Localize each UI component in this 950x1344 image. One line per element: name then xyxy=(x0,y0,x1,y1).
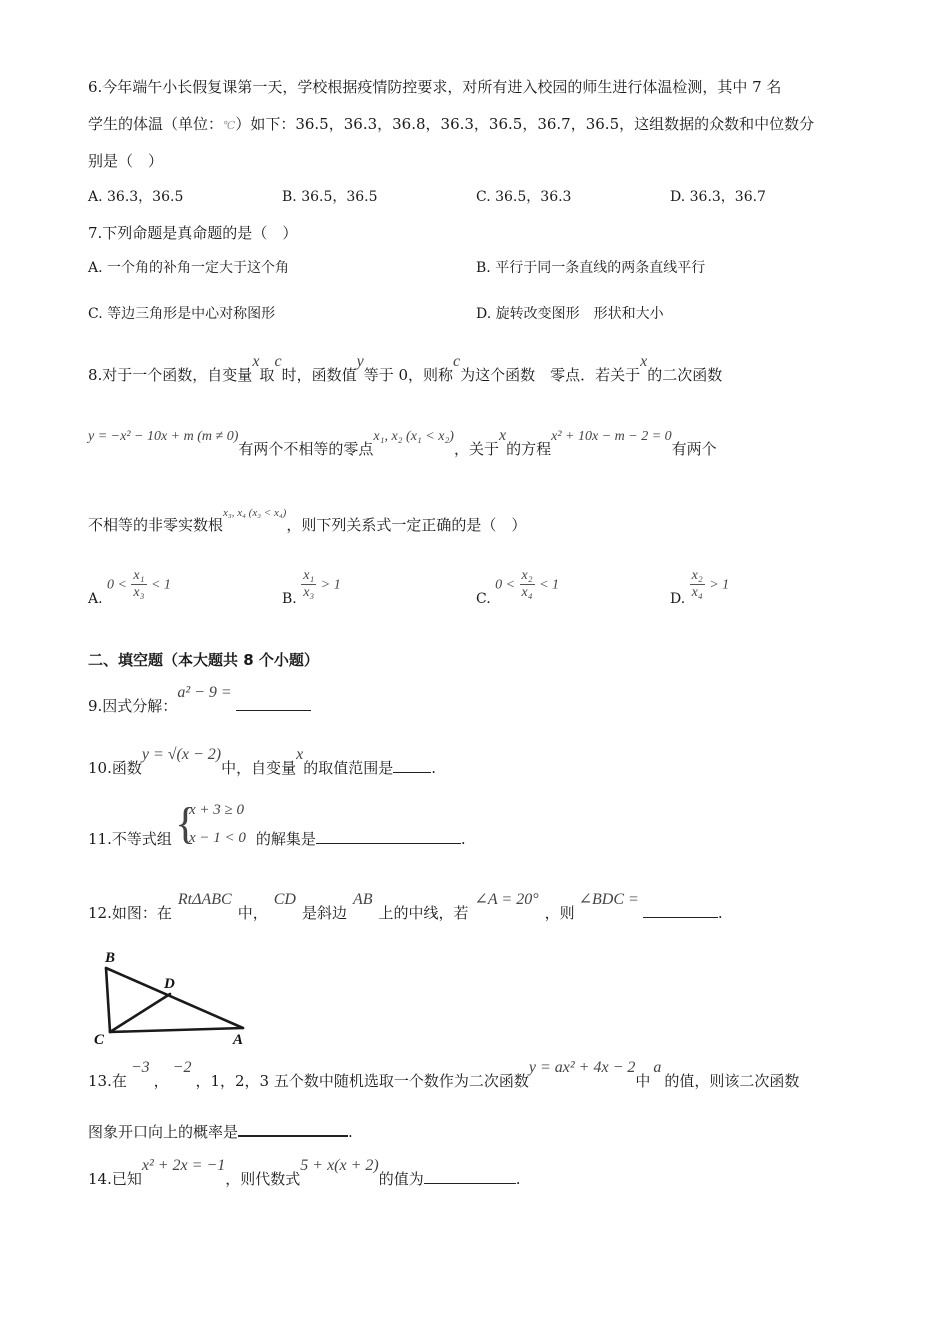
q14-answer-blank xyxy=(424,1168,516,1184)
q12-line: 12.如图：在RtΔABC中，CD是斜边AB上的中线，若∠A = 20°，则∠BDC =. xyxy=(88,891,723,922)
median-cd xyxy=(110,994,170,1032)
q8-option-a: A. 0 < $\frac{\text{x₁}}{\text{x₃}}$ < 1 xyxy=(88,568,171,607)
q7-option-d: D. 旋转改变图形 形状和大小 xyxy=(476,306,664,322)
system-brace: { xyxy=(175,799,197,848)
q6-option-c: C. 36.5，36.3 xyxy=(476,189,572,205)
q6-line2: 学生的体温（单位：℃）如下：36.5，36.3，36.8，36.3，36.5，36.7，36.5，这组数据的众数和中位数分 xyxy=(88,115,815,133)
vertex-d-label: D xyxy=(164,976,175,992)
celsius-unit: ℃ xyxy=(223,120,236,132)
q14-line: 14.已知x² + 2x = −1，则代数式5 + x(x + 2)的值为 . xyxy=(88,1157,521,1188)
side-bc xyxy=(106,968,110,1032)
q7-stem: 7.下列命题是真命题的是（ ） xyxy=(88,224,298,242)
fraction: $\frac{\text{x₂}}{\text{x₄}}$ xyxy=(521,568,533,600)
vertex-b-label: B xyxy=(105,950,116,966)
q6-option-a: A. 36.3，36.5 xyxy=(88,189,184,205)
q9-line: 9.因式分解：a² − 9 = xyxy=(88,695,311,718)
vertex-c-label: C xyxy=(94,1032,105,1048)
inequality-2: x − 1 < 0 xyxy=(189,830,246,846)
q8-option-d: D. $\frac{\text{x₂}}{\text{x₄}}$ > 1 xyxy=(670,568,730,607)
q10-line: 10.函数y = √(x − 2)中，自变量x的取值范围是 . xyxy=(88,746,437,777)
fraction: $\frac{\text{x₁}}{\text{x₃}}$ xyxy=(133,568,145,600)
q10-answer-blank xyxy=(393,757,431,773)
q6-line1: 6.今年端午小长假复课第一天，学校根据疫情防控要求，对所有进入校园的师生进行体温检测，其中 7 名 xyxy=(88,78,782,96)
fraction: $\frac{\text{x₁}}{\text{x₃}}$ xyxy=(303,568,315,600)
q8-option-b: B. $\frac{\text{x₁}}{\text{x₃}}$ > 1 xyxy=(282,568,341,607)
q6-option-d: D. 36.3，36.7 xyxy=(670,189,766,205)
q13-line1: 13.在−3，−2，1，2，3 五个数中随机选取一个数作为二次函数y = ax² + 4x − 2中a的值，则该二次函数 xyxy=(88,1059,800,1090)
q7-option-a: A. 一个角的补角一定大于这个角 xyxy=(88,260,290,276)
q6-option-b: B. 36.5，36.5 xyxy=(282,189,378,205)
q11-line: 11.不等式组 的解集是 . xyxy=(88,830,466,848)
triangle-figure xyxy=(90,948,260,1048)
q13-line2: 图象开口向上的概率是 . xyxy=(88,1120,353,1143)
vertex-a-label: A xyxy=(233,1032,244,1048)
q8-option-c: C. 0 < $\frac{\text{x₂}}{\text{x₄}}$ < 1 xyxy=(476,568,560,607)
section-heading: 二、填空题（本大题共 8 个小题） xyxy=(88,651,319,669)
q7-option-c: C. 等边三角形是中心对称图形 xyxy=(88,306,276,322)
fraction: $\frac{\text{x₂}}{\text{x₄}}$ xyxy=(691,568,703,600)
q7-option-b: B. 平行于同一条直线的两条直线平行 xyxy=(476,260,706,276)
inequality-1: x + 3 ≥ 0 xyxy=(189,802,245,818)
q11-answer-blank xyxy=(316,828,461,844)
q6-line3: 别是（ ） xyxy=(88,152,164,170)
q9-answer-blank xyxy=(236,695,311,711)
q13-answer-blank xyxy=(238,1120,348,1137)
side-ca xyxy=(110,1028,243,1032)
q8-line1: 8.对于一个函数，自变量x取c时，函数值y等于 0，则称c为这个函数 零点．若关于x的二次函数 xyxy=(88,353,723,384)
q12-answer-blank xyxy=(643,902,718,918)
q8-line3: 不相等的非零实数根$^{x_3, x_4 (x_3 < x_4)}$，则下列关系式一定正确的是（ ） xyxy=(88,507,527,534)
q8-line2: y = −x² − 10x + m (m ≠ 0)有两个不相等的零点x₁, x₂ (x₁ < x₂)，关于x的方程x² + 10x − m − 2 = 0有两个 xyxy=(88,427,717,458)
